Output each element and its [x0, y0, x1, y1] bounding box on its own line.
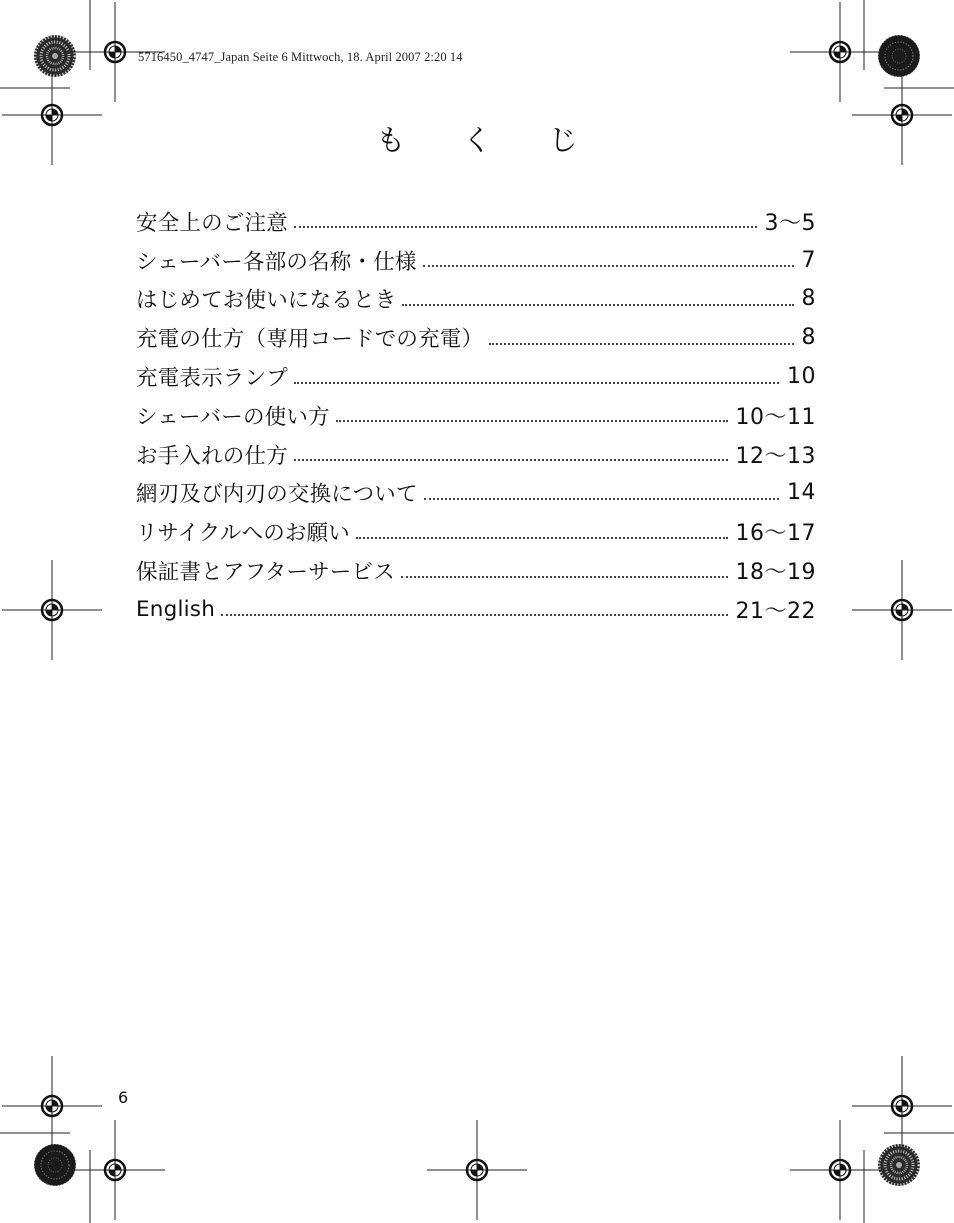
toc-entry: [136, 241, 816, 280]
toc-entry-label: シェーバーの使い方: [136, 404, 330, 430]
toc-dot-leader: [424, 496, 779, 500]
registration-mark-icon: [2, 560, 102, 660]
toc-entry: [136, 512, 816, 551]
toc-entry-label: 安全上のご注意: [136, 210, 288, 236]
toc-dot-leader: [221, 612, 727, 616]
toc-entry-page: 7: [801, 247, 816, 273]
toc-dot-leader: [423, 263, 794, 267]
toc-entry-label: 充電表示ランプ: [136, 366, 288, 392]
toc-entry-page: 8: [801, 325, 816, 351]
color-target-icon: [34, 1144, 76, 1186]
toc-entry: [136, 396, 816, 435]
toc-entry: [136, 202, 816, 241]
toc-dot-leader: [356, 535, 728, 539]
toc-entry-page: 18〜19: [735, 560, 816, 586]
page-title: も く じ: [376, 123, 602, 157]
toc-entry: [136, 590, 816, 629]
registration-mark-icon: [790, 2, 890, 102]
toc-entry-page: 10: [787, 364, 816, 390]
print-slug-line: 5716450_4747_Japan Seite 6 Mittwoch, 18. April 2007 2:20 14: [138, 50, 463, 64]
toc-entry-page: 14: [787, 480, 816, 506]
toc-entry: [136, 551, 816, 590]
toc-entry: [136, 280, 816, 319]
toc-entry-label: はじめてお使いになるとき: [136, 288, 397, 314]
toc-entry-page: 16〜17: [735, 521, 816, 547]
registration-mark-icon: [852, 560, 952, 660]
toc-entry: [136, 474, 816, 513]
toc-entry-label: 網刃及び内刃の交換について: [136, 482, 418, 508]
page-number: 6: [118, 1088, 129, 1107]
toc-entry-label: シェーバー各部の名称・仕様: [136, 249, 417, 275]
toc-dot-leader: [401, 574, 728, 578]
toc-entry-label: English: [136, 596, 216, 622]
toc-entry: [136, 318, 816, 357]
toc-entry-page: 10〜11: [735, 404, 816, 430]
toc-dot-leader: [294, 380, 779, 384]
toc-entry-label: お手入れの仕方: [136, 443, 288, 469]
toc-entry-page: 12〜13: [735, 443, 816, 469]
registration-mark-icon: [65, 1120, 165, 1220]
toc-entry: [136, 357, 816, 396]
toc-entry-page: 3〜5: [764, 210, 816, 236]
color-target-icon: [878, 35, 920, 77]
toc-dot-leader: [294, 457, 728, 461]
toc-entry: [136, 435, 816, 474]
toc-dot-leader: [294, 224, 757, 228]
toc-dot-leader: [336, 418, 728, 422]
color-target-icon: [34, 35, 76, 77]
toc-dot-leader: [489, 341, 793, 345]
toc-dot-leader: [402, 302, 793, 306]
registration-mark-icon: [427, 1120, 527, 1220]
color-target-icon: [878, 1144, 920, 1186]
toc-entry-label: 充電の仕方（専用コードでの充電）: [136, 327, 484, 353]
registration-mark-icon: [790, 1120, 890, 1220]
toc-entry-label: 保証書とアフターサービス: [136, 560, 395, 586]
table-of-contents: [136, 202, 816, 629]
registration-mark-icon: [852, 1056, 952, 1156]
toc-entry-page: 21〜22: [735, 598, 816, 624]
registration-mark-icon: [2, 1056, 102, 1156]
toc-entry-label: リサイクルへのお願い: [136, 521, 350, 547]
toc-entry-page: 8: [801, 286, 816, 312]
